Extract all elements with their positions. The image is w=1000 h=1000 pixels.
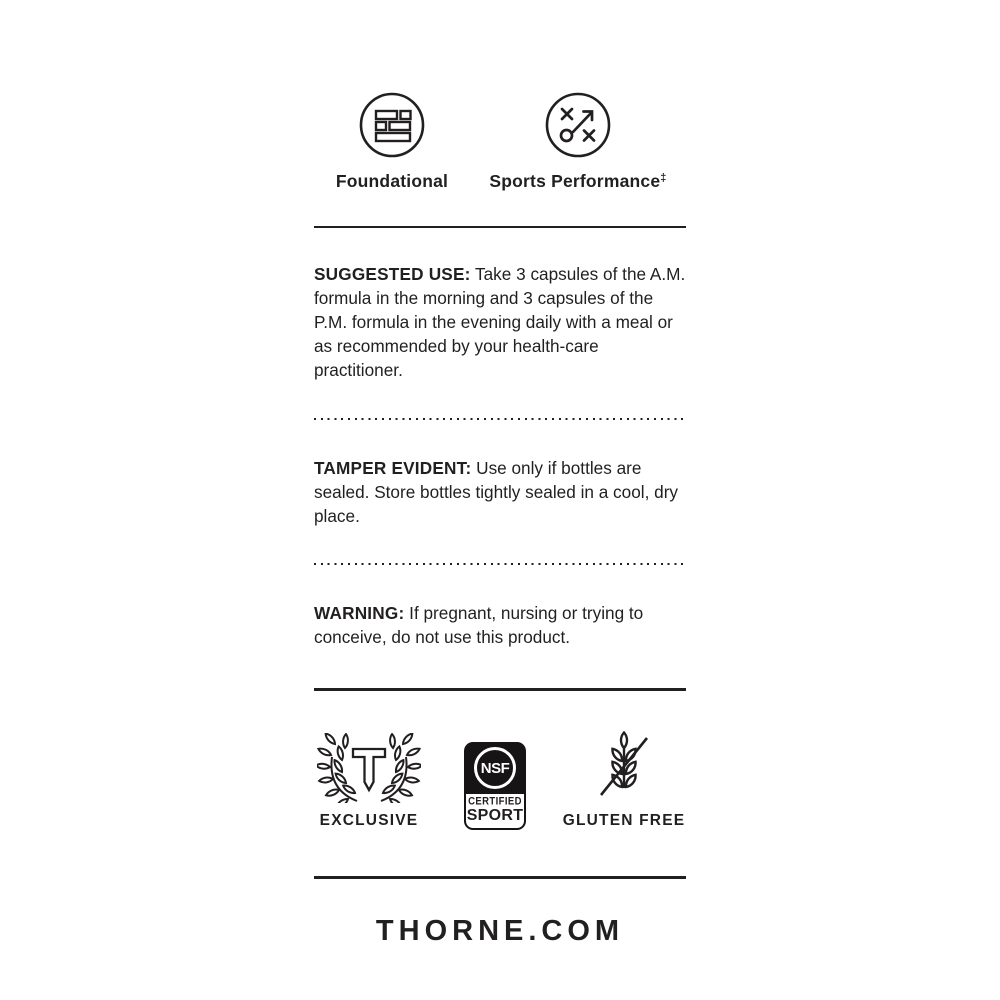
gluten-free-label: GLUTEN FREE bbox=[562, 812, 686, 829]
divider-solid-top bbox=[314, 226, 686, 228]
laurel-wreath-t-icon bbox=[317, 733, 421, 803]
tamper-evident-label: TAMPER EVIDENT: bbox=[314, 458, 472, 478]
nsf-sport-text: SPORT bbox=[466, 807, 524, 824]
category-label-sports-performance: Sports Performance‡ bbox=[489, 171, 667, 191]
bricks-icon bbox=[359, 92, 425, 158]
warning-text: If pregnant, nursing or trying to conceive, do not use this product. bbox=[314, 603, 644, 647]
badge-thorne-exclusive bbox=[314, 733, 424, 830]
suggested-use-text: Take 3 capsules of the A.M. formula in the morning and 3 capsules of the P.M. formula in the evening daily with a meal or as recommended by your health-care practitioner. bbox=[314, 264, 686, 380]
tamper-evident-section bbox=[314, 456, 686, 528]
playbook-icon bbox=[545, 92, 611, 158]
category-sports-performance bbox=[470, 92, 686, 192]
nsf-text: NSF bbox=[480, 759, 510, 777]
divider-dotted-1 bbox=[314, 418, 686, 420]
divider-solid-middle bbox=[314, 688, 686, 691]
suggested-use-label: SUGGESTED USE: bbox=[314, 264, 471, 284]
tamper-evident-text: Use only if bottles are sealed. Store bottles tightly sealed in a cool, dry place. bbox=[314, 458, 679, 526]
category-label-foundational: Foundational bbox=[335, 171, 449, 191]
divider-solid-bottom bbox=[314, 876, 686, 879]
category-foundational bbox=[314, 92, 470, 192]
double-dagger-footnote: ‡ bbox=[660, 172, 667, 184]
badge-gluten-free bbox=[562, 729, 686, 830]
badge-row bbox=[314, 729, 686, 830]
category-row bbox=[314, 92, 686, 192]
website-url: THORNE.COM bbox=[375, 915, 625, 947]
badge-nsf-certified-sport bbox=[424, 742, 566, 830]
nsf-certified-text: CERTIFIED bbox=[468, 795, 522, 808]
nsf-certified-sport-icon bbox=[464, 742, 526, 830]
supplement-label-panel bbox=[314, 0, 686, 948]
crossed-wheat-icon bbox=[589, 729, 659, 803]
nsf-circle bbox=[474, 747, 516, 789]
warning-section bbox=[314, 601, 686, 649]
exclusive-label: EXCLUSIVE bbox=[319, 812, 419, 829]
divider-dotted-2 bbox=[314, 563, 686, 565]
warning-label: WARNING: bbox=[314, 603, 405, 623]
suggested-use-section bbox=[314, 262, 686, 382]
